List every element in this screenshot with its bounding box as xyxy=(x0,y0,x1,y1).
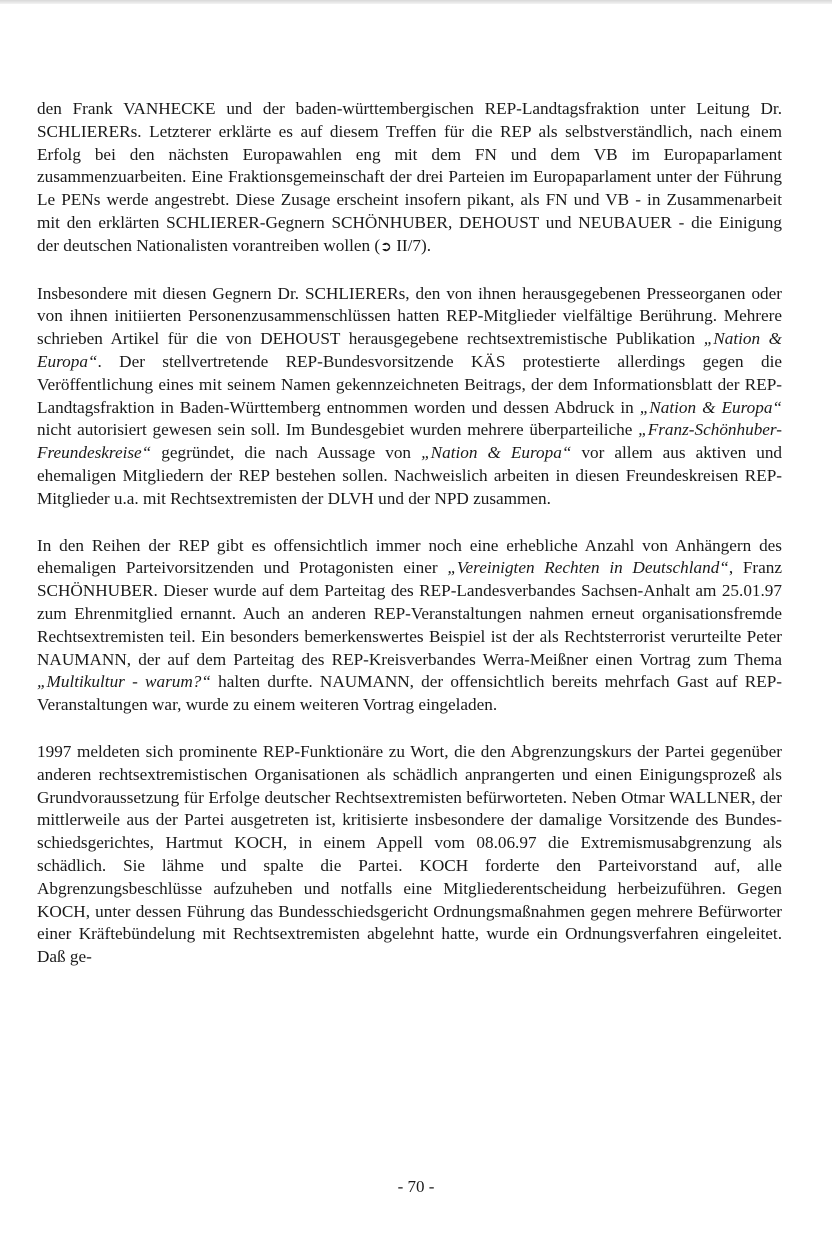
text-run: 1997 meldeten sich prominente REP-Funktionäre zu Wort, die den Abgrenzungskurs der Partei gegenüber anderen rechtsextremistischen Organisationen als schädlich anprangerten und einen Einigungsprozeß als Grundvoraussetzung für Erfolge deutscher Rechtsextremisten befürworteten. Neben Otmar WALLNER, der mittlerweile aus der Partei ausgetreten ist, kritisierte insbesondere der damalige Vorsitzende des Bundesschiedsgerichtes, Hartmut KOCH, in einem Appell vom 08.06.97 die Extremismusabgrenzung als schädlich. Sie lähme und spalte die Partei. KOCH forderte den Parteivorstand auf, alle Abgrenzungsbeschlüsse aufzuheben und notfalls eine Mitgliederentscheidung herbeizuführen. Gegen KOCH, unter dessen Führung das Bundesschiedsgericht Ordnungsmaßnahmen gegen mehrere Befürworter einer Kräftebündelung mit Rechtsextremisten abgelehnt hatte, wurde ein Ordnungsverfahren eingeleitet. Daß ge- xyxy=(37,741,782,967)
paragraph xyxy=(37,741,782,969)
text-run: halten durfte. NAUMANN, der offensichtlich bereits mehrfach Gast auf REP-Veranstaltungen war, wurde zu einem weiteren Vortrag eingeladen. xyxy=(37,672,782,715)
italic-title: „Franz-Schönhuber-Freundeskreise“ xyxy=(37,420,782,463)
paragraph xyxy=(37,98,782,259)
text-run: . Der stellvertretende REP-Bundesvorsitzende KÄS protestierte allerdings gegen die Veröffentlichung eines mit seinem Namen gekennzeichneten Beitrags, der dem Informationsblatt der REP-Landtagsfraktion in Baden-Württemberg entnommen worden und dessen Abdruck in xyxy=(37,351,782,417)
paragraph xyxy=(37,283,782,511)
text-run: , Franz SCHÖNHUBER. Dieser wurde auf dem Parteitag des REP-Landesverbandes Sachsen-Anhalt am 25.01.97 zum Ehrenmitglied ernannt. Auch an anderen REP-Veranstaltungen nahmen erneut organisationsfremde Rechtsextremisten teil. Ein besonders bemerkenswertes Beispiel ist der als Rechtsterrorist verurteilte Peter NAUMANN, der auf dem Parteitag des REP-Kreisverbandes Werra-Meißner einen Vortrag zum Thema xyxy=(37,558,783,669)
page-number: - 70 - xyxy=(397,1177,435,1196)
text-run: den Frank VANHECKE und der baden-württembergischen REP-Landtagsfraktion unter Leitung Dr. SCHLIERERs. Letzterer erklärte es auf diesem Treffen für die REP als selbstverständlich, nach einem Erfolg bei den nächsten Europawahlen eng mit dem FN und dem VB im Europaparlament zusammenzuarbeiten. Eine Fraktionsgemeinschaft der drei Parteien im Europaparlament unter der Führung Le PENs werde angestrebt. Diese Zusage erscheint insofern pikant, als FN und VB - in Zusammenarbeit mit den erklärten SCHLIERER-Gegnern SCHÖNHUBER, DEHOUST und NEUBAUER - die Einigung der deutschen Nationalisten vorantreiben wollen ( xyxy=(37,99,782,255)
italic-title: „Vereinigten Rechten in Deutschland“ xyxy=(447,558,729,578)
text-run: gegründet, die nach Aussage von xyxy=(151,443,422,463)
italic-title: „Nation & Europa“ xyxy=(421,443,572,463)
italic-title: „Multikultur - warum?“ xyxy=(37,672,211,692)
text-run: II/7). xyxy=(391,235,432,255)
italic-title: „Nation & Europa“ xyxy=(37,329,782,371)
italic-title: „Nation & Europa“ xyxy=(639,397,782,417)
text-run: In den Reihen der REP gibt es offensichtlich immer noch eine erhebliche Anzahl von Anhängern des ehemaligen Parteivorsitzenden und Protagonisten einer xyxy=(37,535,782,578)
paragraph xyxy=(37,535,782,717)
cross-reference-arrow-icon: ➲ xyxy=(380,238,392,255)
top-edge-rule xyxy=(0,0,832,4)
document-body xyxy=(37,98,782,969)
text-run: Insbesondere mit diesen Gegnern Dr. SCHLIERERs, den von ihnen herausgegebenen Presseorganen oder von ihnen initiierten Personenzusammenschlüssen hatten REP-Mitglieder vielfältige Berührung. Mehrere schrieben Artikel für die von DEHOUST herausgegebene rechtsextremistische Publikation xyxy=(37,283,782,349)
text-run: vor allem aus aktiven und ehemaligen Mitgliedern der REP bestehen sollen. Nachweislich arbeiten in diesen Freundeskreisen REP-Mitglieder u.a. mit Rechtsextremisten der DLVH und der NPD zusammen. xyxy=(37,443,783,508)
text-run: nicht autorisiert gewesen sein soll. Im Bundesgebiet wurden mehrere überparteiliche xyxy=(37,420,639,440)
